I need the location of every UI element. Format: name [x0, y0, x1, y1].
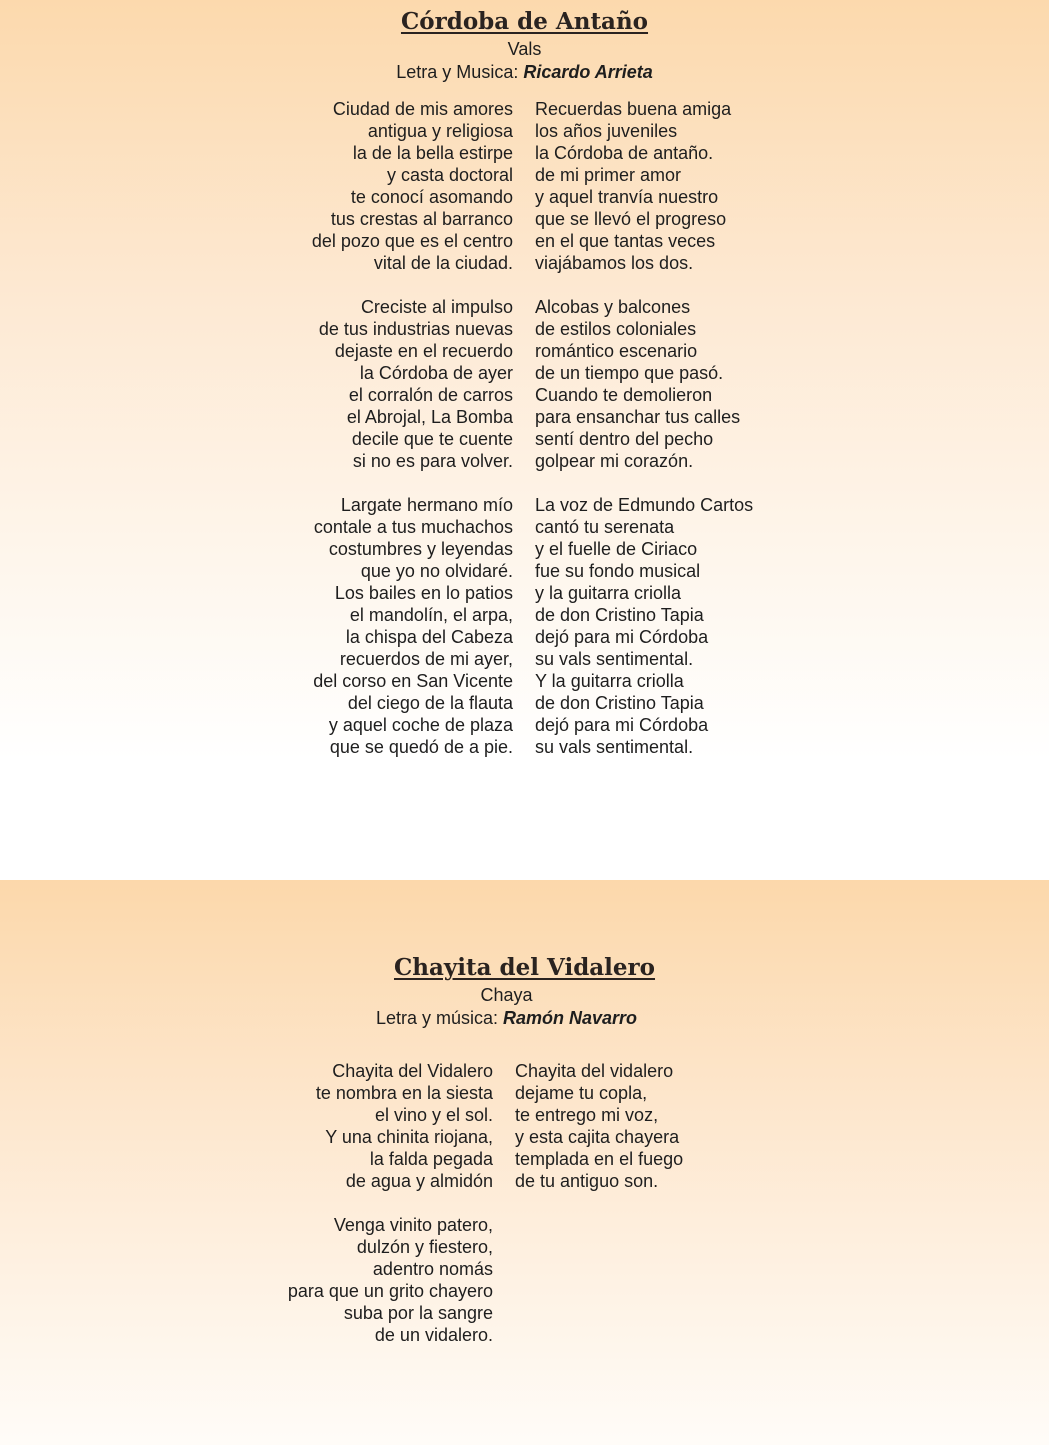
lyric-line: recuerdos de mi ayer, [339, 649, 513, 669]
lyric-line: te entrego mi voz, [515, 1105, 659, 1125]
lyric-line: la chispa del Cabeza [345, 627, 513, 647]
lyric-line: de estilos coloniales [535, 319, 697, 339]
lyric-line: y casta doctoral [386, 165, 513, 185]
lyric-line: Los bailes en lo patios [334, 583, 513, 603]
lyric-line: te conocí asomando [350, 187, 513, 207]
lyric-line: y aquel coche de plaza [328, 715, 513, 735]
lyric-line: Ciudad de mis amores [332, 99, 513, 119]
lyric-line: Largate hermano mío [340, 495, 513, 515]
lyric-line: costumbres y leyendas [328, 539, 513, 559]
lyric-line: de don Cristino Tapia [535, 605, 704, 625]
lyric-line: Alcobas y balcones [535, 297, 691, 317]
lyric-line: te nombra en la siesta [315, 1083, 493, 1103]
lyric-line: Y la guitarra criolla [535, 671, 684, 691]
left-lyrics-column [312, 98, 513, 758]
lyric-line: para que un grito chayero [287, 1281, 493, 1301]
lyric-line: de tus industrias nuevas [318, 319, 513, 339]
lyric-line: de agua y almidón [345, 1171, 493, 1191]
lyric-line: Cuando te demolieron [535, 385, 713, 405]
credit-prefix: Letra y música: [375, 1008, 498, 1028]
lyric-line: Chayita del vidalero [515, 1061, 674, 1081]
lyric-line: Creciste al impulso [360, 297, 513, 317]
lyric-line: la Córdoba de ayer [359, 363, 513, 383]
author-name: Ricardo Arrieta [523, 62, 653, 82]
lyric-line: el vino y el sol. [374, 1105, 493, 1125]
song-chayita-del-vidalero [0, 880, 1049, 1445]
lyric-line: y la guitarra criolla [535, 583, 682, 603]
song-credit [0, 1007, 1031, 1029]
lyric-line: suba por la sangre [343, 1303, 493, 1323]
song-title: Córdoba de Antaño [400, 8, 649, 35]
lyric-line: la Córdoba de antaño. [535, 143, 714, 163]
lyric-line: del ciego de la flauta [347, 693, 513, 713]
lyric-line: su vals sentimental. [535, 737, 694, 757]
lyric-line: sentí dentro del pecho [535, 429, 714, 449]
lyric-line: Y una chinita riojana, [325, 1127, 493, 1147]
stanza-gap [535, 274, 753, 296]
lyric-line: del corso en San Vicente [313, 671, 513, 691]
stanza-gap [288, 1192, 493, 1214]
lyric-line: del pozo que es el centro [311, 231, 513, 251]
lyric-line: de un tiempo que pasó. [535, 363, 724, 383]
lyric-line: en el que tantas veces [535, 231, 716, 251]
lyric-line: que se llevó el progreso [535, 209, 727, 229]
lyric-line: si no es para volver. [352, 451, 513, 471]
lyric-line: de tu antiguo son. [515, 1171, 659, 1191]
lyric-line: contale a tus muchachos [313, 517, 513, 537]
lyric-line: adentro nomás [372, 1259, 493, 1279]
lyric-line: tus crestas al barranco [330, 209, 513, 229]
song-title: Chayita del Vidalero [393, 954, 656, 981]
lyric-line: el mandolín, el arpa, [349, 605, 513, 625]
lyric-line: romántico escenario [535, 341, 698, 361]
stanza-gap [312, 274, 513, 296]
lyric-line: dejó para mi Córdoba [535, 715, 709, 735]
song-genre: Chaya [480, 985, 533, 1005]
lyric-line: Recuerdas buena amiga [535, 99, 732, 119]
lyric-line: que yo no olvidaré. [360, 561, 513, 581]
lyric-line: decile que te cuente [351, 429, 513, 449]
lyric-line: templada en el fuego [515, 1149, 684, 1169]
song-credit [0, 61, 1049, 83]
stanza-gap [312, 472, 513, 494]
lyric-line: la de la bella estirpe [352, 143, 513, 163]
left-lyrics-column [288, 1060, 493, 1346]
lyric-line: los años juveniles [535, 121, 678, 141]
lyric-line: fue su fondo musical [535, 561, 701, 581]
lyric-line: el corralón de carros [348, 385, 513, 405]
stanza-gap [535, 472, 753, 494]
lyric-line: de un vidalero. [374, 1325, 493, 1345]
lyric-line: el Abrojal, La Bomba [346, 407, 513, 427]
lyric-line: su vals sentimental. [535, 649, 694, 669]
lyric-line: de don Cristino Tapia [535, 693, 704, 713]
lyric-line: Venga vinito patero, [333, 1215, 493, 1235]
song-genre: Vals [507, 39, 542, 59]
author-name: Ramón Navarro [503, 1008, 638, 1028]
lyric-line: la falda pegada [369, 1149, 493, 1169]
lyric-line: y aquel tranvía nuestro [535, 187, 719, 207]
lyric-line: viajábamos los dos. [535, 253, 694, 273]
lyric-line: vital de la ciudad. [373, 253, 513, 273]
lyric-line: y el fuelle de Ciriaco [535, 539, 698, 559]
lyric-line: dulzón y fiestero, [356, 1237, 493, 1257]
lyric-line: antigua y religiosa [367, 121, 513, 141]
lyric-line: de mi primer amor [535, 165, 682, 185]
lyric-line: dejaste en el recuerdo [334, 341, 513, 361]
right-lyrics-column [535, 98, 753, 758]
lyric-line: y esta cajita chayera [515, 1127, 680, 1147]
lyric-line: cantó tu serenata [535, 517, 675, 537]
credit-prefix: Letra y Musica: [396, 62, 519, 82]
lyric-line: Chayita del Vidalero [332, 1061, 493, 1081]
lyric-line: para ensanchar tus calles [535, 407, 741, 427]
lyric-line: que se quedó de a pie. [329, 737, 513, 757]
lyric-line: dejame tu copla, [515, 1083, 648, 1103]
right-lyrics-column [515, 1060, 683, 1192]
lyric-line: golpear mi corazón. [535, 451, 694, 471]
lyric-line: La voz de Edmundo Cartos [535, 495, 754, 515]
lyric-line: dejó para mi Córdoba [535, 627, 709, 647]
